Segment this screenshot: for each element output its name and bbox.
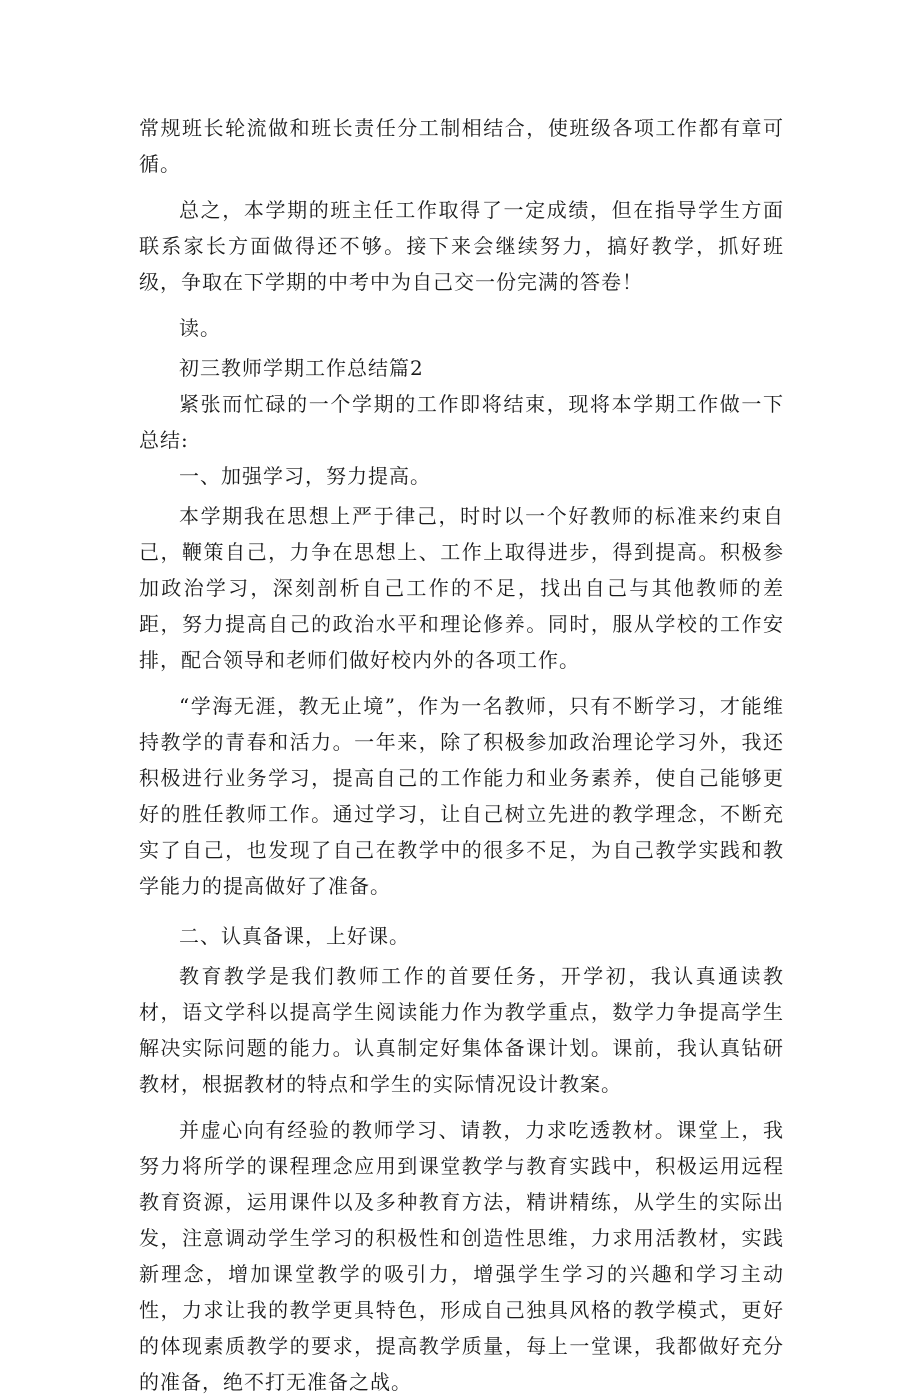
- heading-1: 一、加强学习，努力提高。: [179, 464, 431, 488]
- heading-2: 二、认真备课，上好课。: [179, 924, 410, 948]
- paragraph-classroom: 并虚心向有经验的教师学习、请教，力求吃透教材。课堂上，我努力将所学的课程理念应用到课堂教学与教育实践中，积极运用远程教育资源，运用课件以及多种教育方法，精讲精练，从学生的实际出发，注意调动学生学习的积极性和创造性思维，力求用活教材，实践新理念，增加课堂教学的吸引力，增强学生学习的兴趣和学习主动性，力求让我的教学更具特色，形成自己独具风格的教学模式，更好的体现素质教学的要求，提高教学质量，每上一堂课，我都做好充分的准备，绝不打无准备之战。: [139, 1118, 784, 1394]
- paragraph-intro: 紧张而忙碌的一个学期的工作即将结束，现将本学期工作做一下总结:: [139, 392, 784, 452]
- paragraph-study: 本学期我在思想上严于律己，时时以一个好教师的标准来约束自己，鞭策自己，力争在思想上、工作上取得进步，得到提高。积极参加政治学习，深刻剖析自己工作的不足，找出自己与其他教师的差距，努力提高自己的政治水平和理论修养。同时，服从学校的工作安排，配合领导和老师们做好校内外的各项工作。: [139, 504, 784, 672]
- section-title: 初三教师学期工作总结篇2: [179, 356, 424, 380]
- paragraph-continuation: 常规班长轮流做和班长责任分工制相结合，使班级各项工作都有章可循。: [139, 116, 784, 176]
- paragraph-read-note: 读。: [179, 316, 221, 340]
- paragraph-conclusion: 总之，本学期的班主任工作取得了一定成绩，但在指导学生方面联系家长方面做得还不够。接下来会继续努力，搞好教学，抓好班级，争取在下学期的中考中为自己交一份完满的答卷！: [139, 198, 784, 294]
- paragraph-teaching: 教育教学是我们教师工作的首要任务，开学初，我认真通读教材，语文学科以提高学生阅读能力作为教学重点，数学力争提高学生解决实际问题的能力。认真制定好集体备课计划。课前，我认真钻研教材，根据教材的特点和学生的实际情况设计教案。: [139, 964, 784, 1096]
- document-body: [139, 110, 784, 1400]
- paragraph-learning: “学海无涯，教无止境”，作为一名教师，只有不断学习，才能维持教学的青春和活力。一年来，除了积极参加政治理论学习外，我还积极进行业务学习，提高自己的工作能力和业务素养，使自己能够更好的胜任教师工作。通过学习，让自己树立先进的教学理念，不断充实了自己，也发现了自己在教学中的很多不足，为自己教学实践和教学能力的提高做好了准备。: [139, 694, 784, 898]
